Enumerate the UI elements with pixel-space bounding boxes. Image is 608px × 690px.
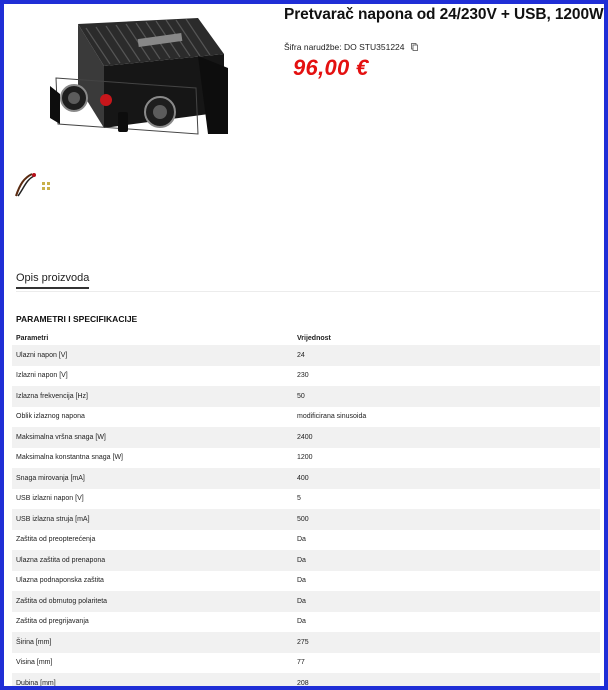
spec-param: Izlazna frekvencija [Hz] <box>16 392 88 400</box>
table-row <box>12 591 600 612</box>
product-title: Pretvarač napona od 24/230V + USB, 1200W <box>284 6 604 23</box>
spec-param: Visina [mm] <box>16 659 53 667</box>
cable-thumbnail-icon[interactable] <box>12 170 60 198</box>
table-row <box>12 673 600 690</box>
spec-value: 5 <box>297 495 301 503</box>
table-row <box>12 571 600 592</box>
spec-param: Dubina [mm] <box>16 679 56 687</box>
specs-table <box>12 331 600 690</box>
product-price: 96,00 € <box>293 55 369 80</box>
spec-param: Maksimalna vršna snaga [W] <box>16 433 106 441</box>
spec-value: 275 <box>297 638 309 646</box>
spec-param: Ulazna podnaponska zaštita <box>16 577 104 585</box>
spec-param: USB izlazna struja [mA] <box>16 515 90 523</box>
sku-line <box>284 42 418 52</box>
spec-value: 1200 <box>297 454 313 462</box>
table-row <box>12 550 600 571</box>
table-row <box>12 632 600 653</box>
spec-param: Zaštita od pregrijavanja <box>16 618 89 626</box>
spec-param: Širina [mm] <box>16 638 52 646</box>
spec-value: Da <box>297 556 306 564</box>
spec-param: Ulazna zaštita od prenapona <box>16 556 106 564</box>
spec-param: USB izlazni napon [V] <box>16 495 84 503</box>
spec-value: 2400 <box>297 433 313 441</box>
table-row <box>12 407 600 428</box>
table-row <box>12 468 600 489</box>
spec-value: 77 <box>297 659 305 667</box>
spec-param: Oblik izlaznog napona <box>16 413 85 421</box>
table-row <box>12 345 600 366</box>
sku-value: DO STU351224 <box>344 42 405 52</box>
spec-value: 208 <box>297 679 309 687</box>
table-row <box>12 509 600 530</box>
table-row <box>12 530 600 551</box>
spec-value: Da <box>297 536 306 544</box>
table-row <box>12 366 600 387</box>
column-header-param: Parametri <box>16 334 49 342</box>
product-image[interactable] <box>48 16 230 148</box>
spec-value: Da <box>297 597 306 605</box>
table-row <box>12 448 600 469</box>
spec-value: Da <box>297 618 306 626</box>
table-row <box>12 386 600 407</box>
table-row <box>12 612 600 633</box>
spec-value: Da <box>297 577 306 585</box>
copy-icon[interactable] <box>411 43 418 51</box>
tab-divider <box>16 291 600 292</box>
spec-value: 500 <box>297 515 309 523</box>
column-header-value: Vrijednost <box>297 334 331 342</box>
spec-value: 50 <box>297 392 305 400</box>
spec-param: Izlazni napon [V] <box>16 372 68 380</box>
specs-header-row <box>12 331 600 345</box>
table-row <box>12 489 600 510</box>
sku-label: Šifra narudžbe: <box>284 42 342 52</box>
spec-param: Zaštita od obrnutog polariteta <box>16 597 108 605</box>
spec-value: modificirana sinusoida <box>297 413 367 421</box>
tab-description[interactable]: Opis proizvoda <box>16 272 89 289</box>
spec-param: Snaga mirovanja [mA] <box>16 474 85 482</box>
specs-section-title: PARAMETRI I SPECIFIKACIJE <box>16 314 138 324</box>
table-row <box>12 653 600 674</box>
table-row <box>12 427 600 448</box>
spec-value: 230 <box>297 372 309 380</box>
spec-param: Maksimalna konstantna snaga [W] <box>16 454 123 462</box>
spec-param: Ulazni napon [V] <box>16 351 68 359</box>
spec-param: Zaštita od preopterećenja <box>16 536 96 544</box>
spec-value: 24 <box>297 351 305 359</box>
spec-value: 400 <box>297 474 309 482</box>
